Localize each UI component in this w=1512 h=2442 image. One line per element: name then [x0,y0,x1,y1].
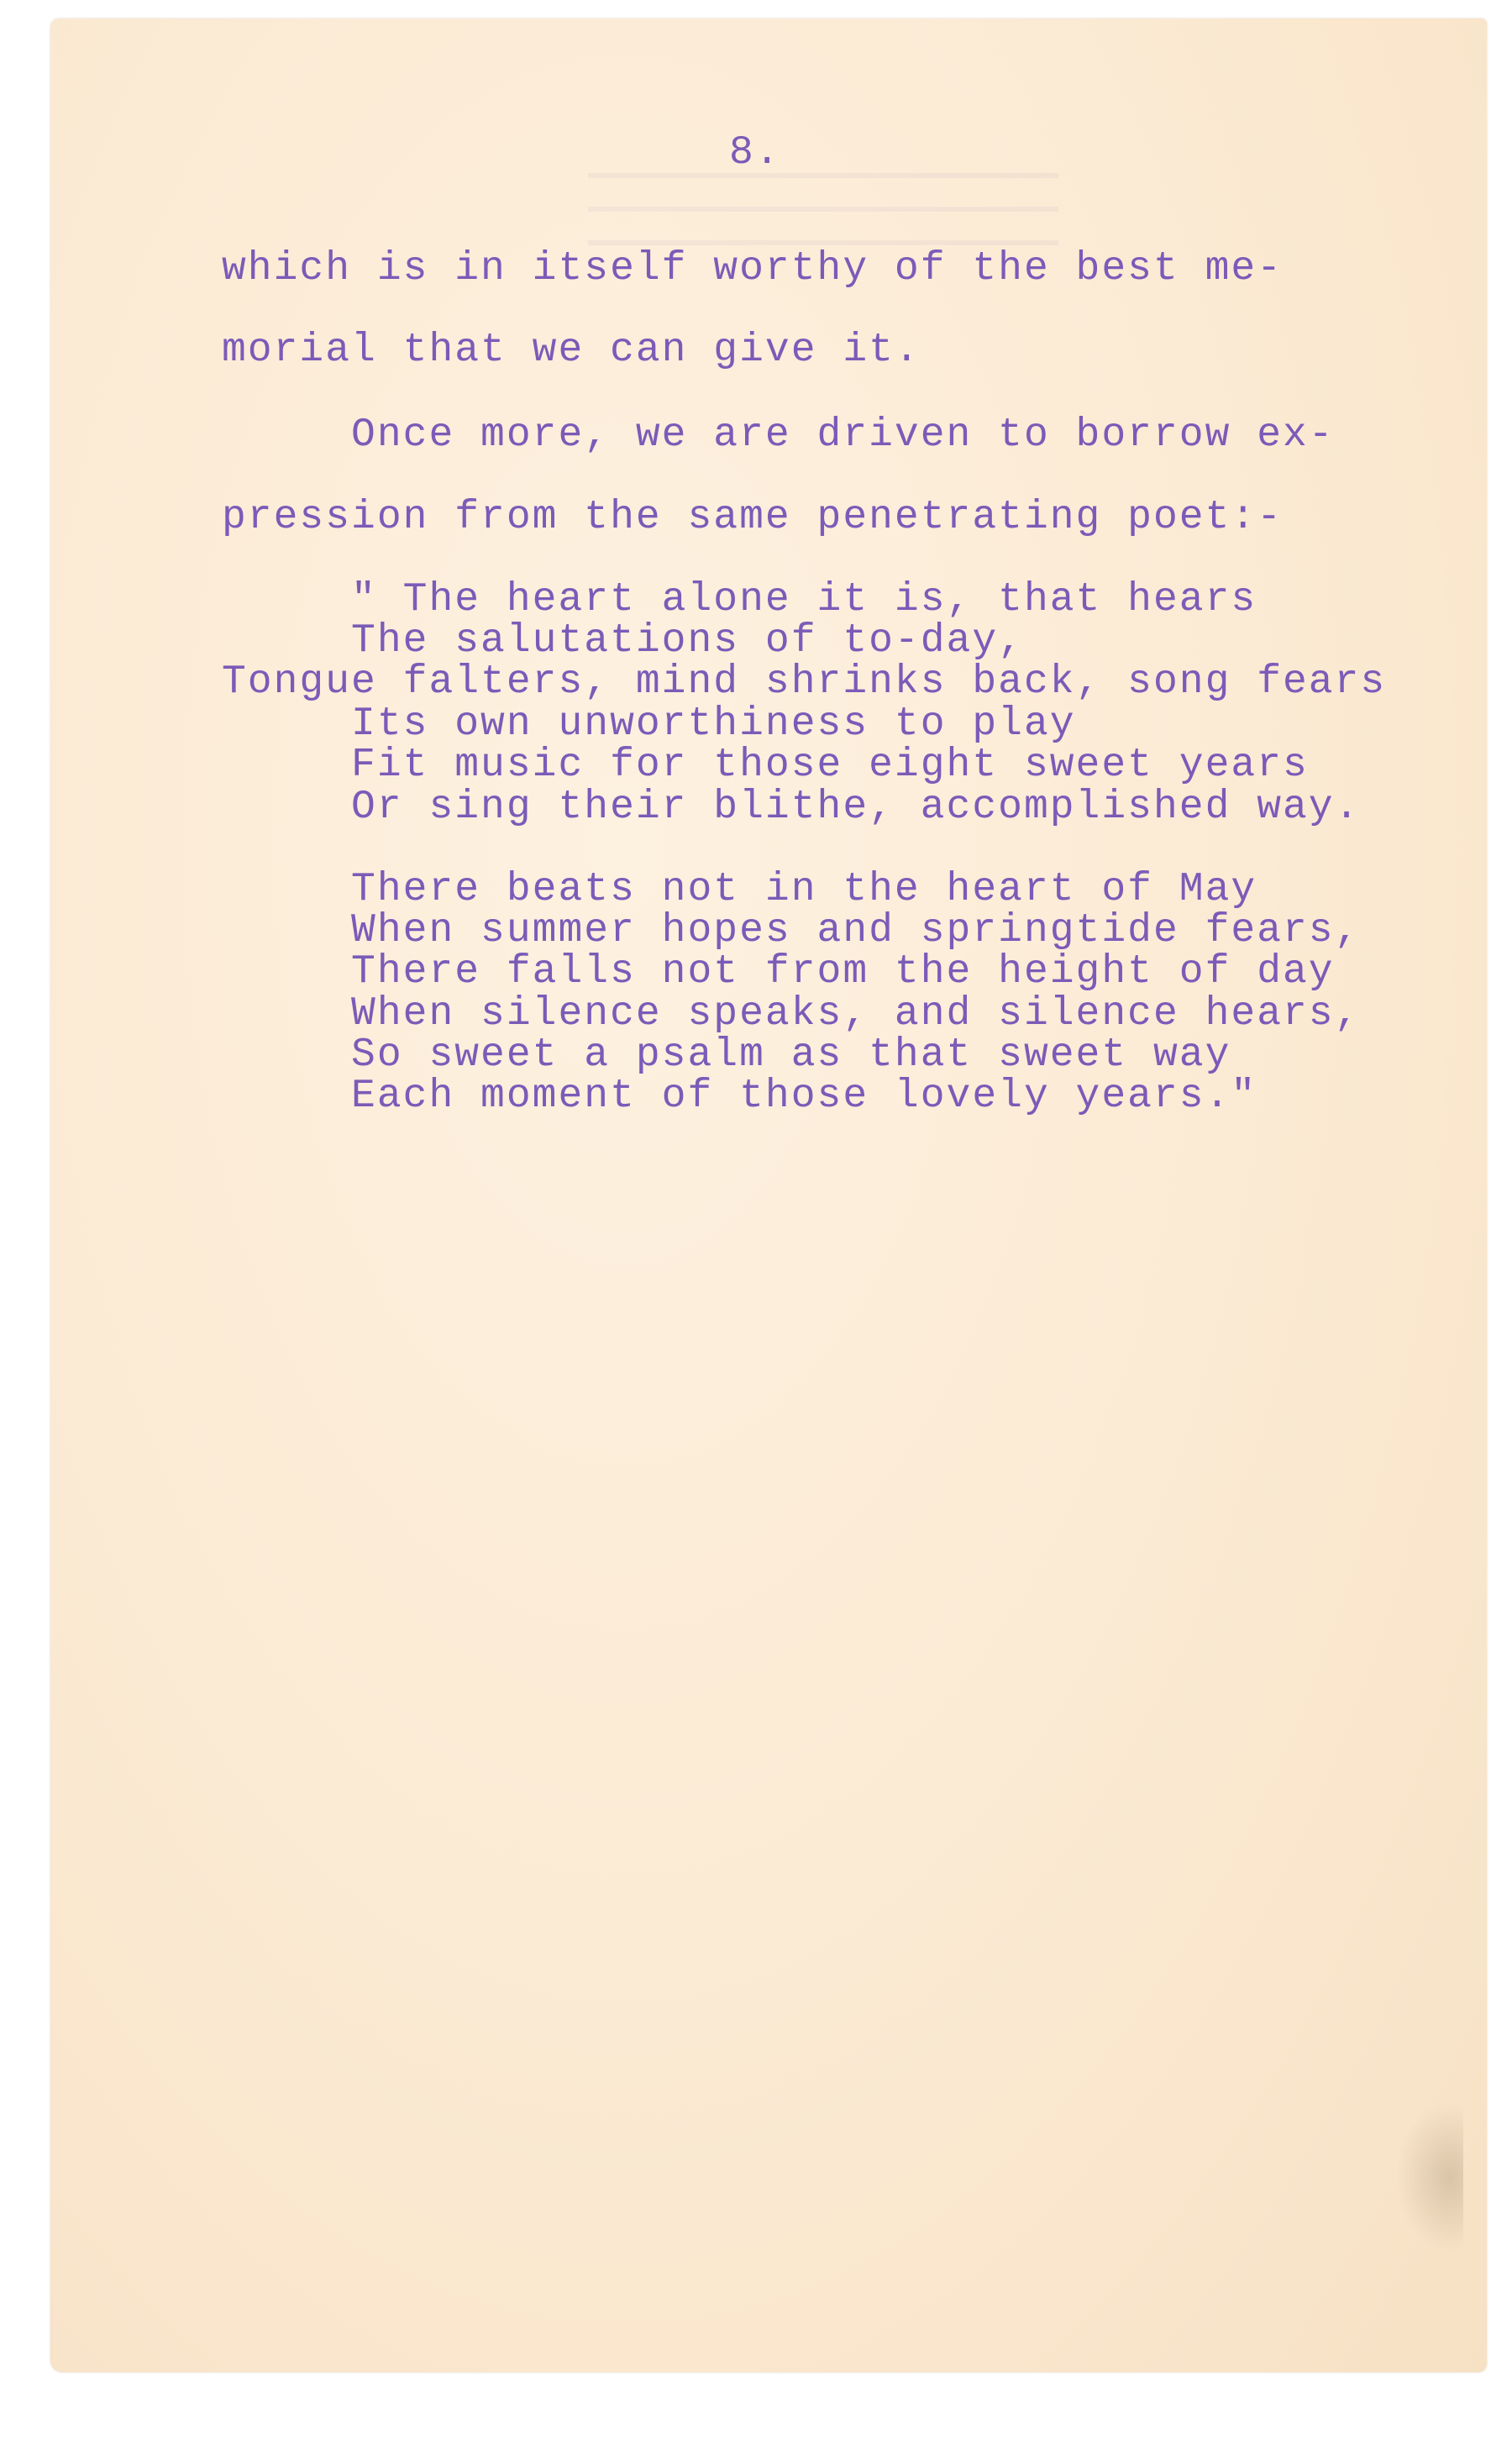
stanza-2-line-2: When summer hopes and springtide fears, [222,908,1361,953]
stanza-1-line-4: Its own unworthiness to play [222,701,1076,747]
page-fold-shadow [1396,2102,1463,2253]
stanza-1-line-2: The salutations of to-day, [222,618,1024,664]
page-number: 8. [729,130,781,176]
stanza-2-line-6: Each moment of those lovely years." [222,1074,1257,1119]
faint-stamp-mark [588,144,1058,245]
stanza-1-line-6: Or sing their blithe, accomplished way. [222,785,1361,830]
stanza-1-line-3: Tongue falters, mind shrinks back, song fears [222,659,1387,705]
prose-line-1: which is in itself worthy of the best me- [222,246,1283,291]
stanza-1-line-1: " The heart alone it is, that hears [222,577,1257,622]
stanza-1-line-5: Fit music for those eight sweet years [222,743,1309,788]
prose-line-3: Once more, we are driven to borrow ex- [222,412,1335,458]
stanza-2-line-3: There falls not from the height of day [222,949,1335,995]
stanza-2-line-5: So sweet a psalm as that sweet way [222,1032,1231,1078]
stanza-2-line-4: When silence speaks, and silence hears, [222,991,1361,1037]
prose-line-4: pression from the same penetrating poet:- [222,495,1283,540]
stanza-2-line-1: There beats not in the heart of May [222,867,1257,912]
prose-line-2: morial that we can give it. [222,328,921,373]
